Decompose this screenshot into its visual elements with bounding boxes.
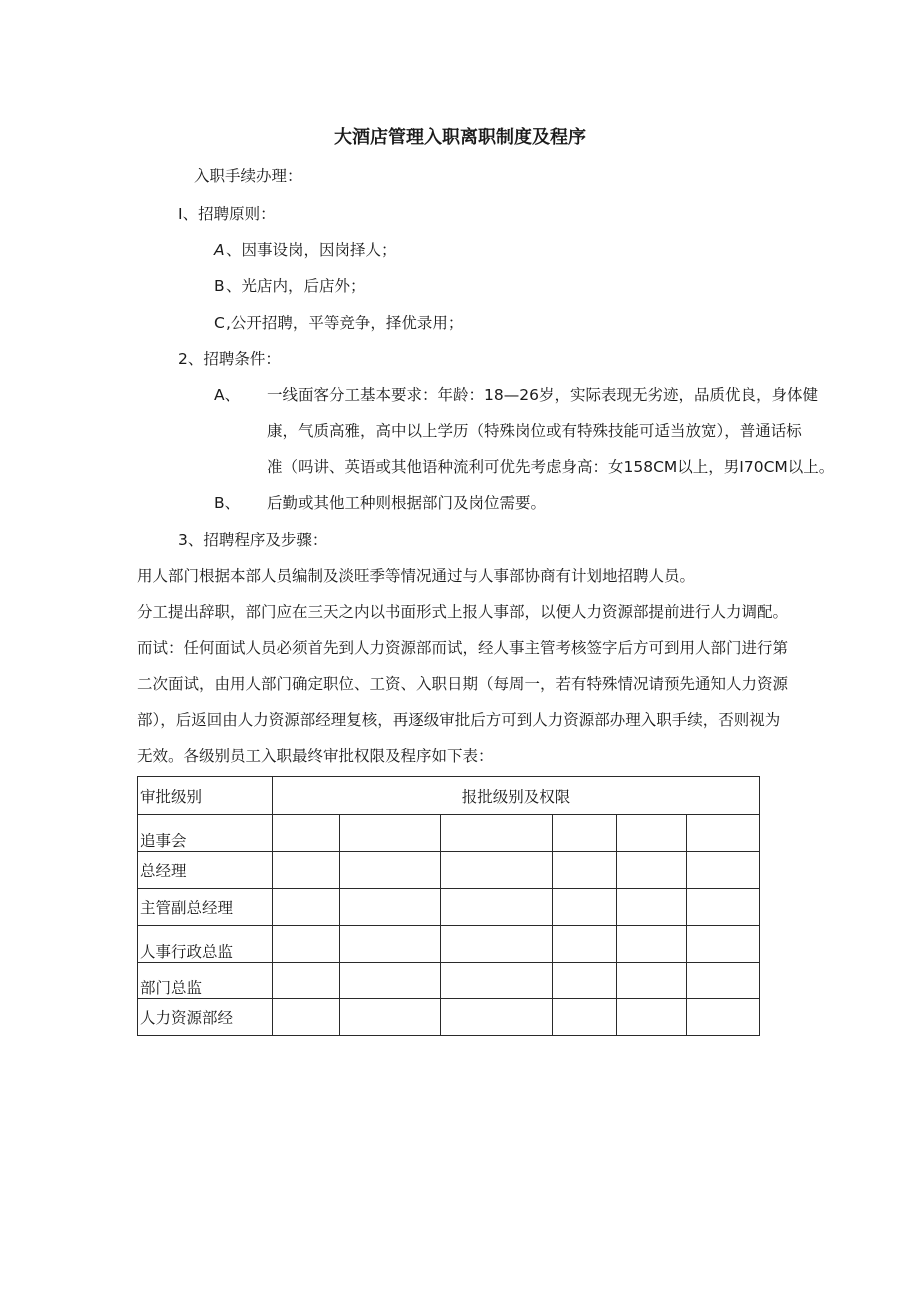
table-cell	[553, 852, 617, 889]
table-cell	[687, 852, 760, 889]
table-row	[138, 889, 760, 926]
row-label: 部门总监	[138, 963, 273, 999]
item-text-line: 一线面客分工基本要求：年龄：18—26岁，实际表现无劣迹，品质优良，身体健	[267, 386, 818, 404]
table-cell	[687, 889, 760, 926]
section1-heading: I、招聘原则：	[178, 205, 276, 223]
table-cell	[340, 889, 441, 926]
item-marker: A	[214, 241, 225, 259]
item-text-line: 康，气质高雅，高中以上学历（特殊岗位或有特殊技能可适当放宽），普通话标	[267, 422, 802, 440]
table-cell	[273, 815, 340, 852]
item-marker: C	[214, 314, 225, 332]
paragraph-line: 而试：任何面试人员必须首先到人力资源部而试，经人事主管考核签字后方可到用人部门进行第	[137, 639, 789, 657]
table-row	[138, 926, 760, 963]
table-cell	[617, 926, 687, 963]
table-cell	[273, 963, 340, 999]
section2-heading: 2、招聘条件：	[178, 350, 281, 368]
table-cell	[441, 926, 553, 963]
table-cell	[687, 999, 760, 1036]
table-header-row	[138, 777, 760, 815]
table-cell	[553, 926, 617, 963]
table-cell	[687, 815, 760, 852]
table-row	[138, 963, 760, 999]
paragraph-line: 二次面试，由用人部门确定职位、工资、入职日期（每周一，若有特殊情况请预先通知人力资源	[137, 675, 789, 693]
row-label: 总经理	[138, 852, 273, 889]
row-label: 人力资源部经	[138, 999, 273, 1036]
item-text: ,公开招聘，平等竞争，择优录用；	[226, 314, 464, 332]
table-cell	[617, 815, 687, 852]
table-row	[138, 999, 760, 1036]
header-approval-authority: 报批级别及权限	[273, 777, 760, 815]
table-cell	[617, 999, 687, 1036]
table-cell	[340, 815, 441, 852]
table-cell	[553, 889, 617, 926]
table-cell	[441, 815, 553, 852]
header-approval-level: 审批级别	[138, 777, 273, 815]
table-row	[138, 852, 760, 889]
table-cell	[340, 963, 441, 999]
table-cell	[340, 926, 441, 963]
item-text: 、因事设岗，因岗择人；	[226, 241, 397, 259]
table-cell	[441, 963, 553, 999]
item-text: 后勤或其他工种则根据部门及岗位需要。	[267, 494, 547, 512]
document-title: 大酒店管理入职离职制度及程序	[334, 127, 586, 148]
intro-line: 入职手续办理：	[194, 167, 303, 185]
paragraph-line: 无效。各级别员工入职最终审批权限及程序如下表：	[137, 747, 494, 765]
row-label: 主管副总经理	[138, 889, 273, 926]
table-cell	[441, 852, 553, 889]
table-cell	[617, 852, 687, 889]
table-cell	[617, 963, 687, 999]
table-cell	[553, 999, 617, 1036]
table-cell	[340, 852, 441, 889]
item-marker: A、	[214, 386, 241, 404]
approval-table	[137, 776, 760, 1036]
table-cell	[273, 999, 340, 1036]
item-text-line: 准（吗讲、英语或其他语种流利可优先考虑身高：女158CM以上，男I70CM以上。	[267, 458, 835, 476]
table-cell	[441, 889, 553, 926]
row-label: 追事会	[138, 815, 273, 852]
table-cell	[273, 889, 340, 926]
table-cell	[273, 852, 340, 889]
table-row	[138, 815, 760, 852]
table-cell	[687, 926, 760, 963]
table-cell	[553, 815, 617, 852]
table-cell	[617, 889, 687, 926]
table-cell	[273, 926, 340, 963]
table-cell	[441, 999, 553, 1036]
table-cell	[687, 963, 760, 999]
section3-heading: 3、招聘程序及步骤：	[178, 531, 328, 549]
table-cell	[553, 963, 617, 999]
row-label: 人事行政总监	[138, 926, 273, 963]
item-marker: B	[214, 277, 225, 295]
paragraph-line: 部），后返回由人力资源部经理复核，再逐级审批后方可到人力资源部办理入职手续，否则视为	[137, 711, 781, 729]
paragraph-resignation: 分工提出辞职，部门应在三天之内以书面形式上报人事部，以便人力资源部提前进行人力调配。	[137, 603, 789, 621]
item-marker: B、	[214, 494, 241, 512]
item-text: 、光店内，后店外；	[226, 277, 366, 295]
table-cell	[340, 999, 441, 1036]
paragraph-hiring: 用人部门根据本部人员编制及淡旺季等情况通过与人事部协商有计划地招聘人员。	[137, 567, 696, 585]
